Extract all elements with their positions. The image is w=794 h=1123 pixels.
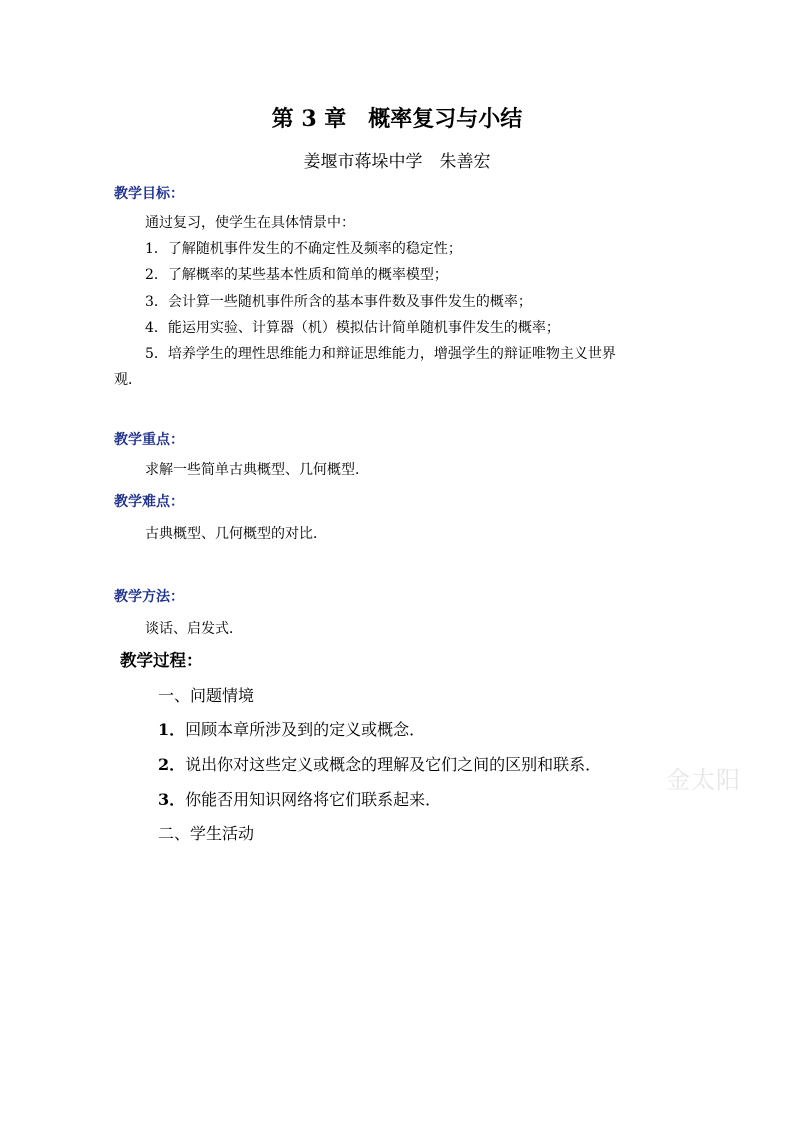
methods-text: 谈话、启发式． [145,621,243,637]
objectives-heading: 教学目标： [114,186,184,202]
objective-item: 1．了解随机事件发生的不确定性及频率的稳定性； [145,241,462,257]
methods-heading: 教学方法： [114,589,184,605]
process-item-text: 你能否用知识网络将它们联系起来． [185,790,442,809]
process-item-number: 2． [158,755,186,774]
process-item-number: 1． [158,720,186,739]
process-section-2: 二、学生活动 [158,824,255,843]
page-title: 第 3 章 概率复习与小结 [271,106,523,132]
objective-item: 5．培养学生的理性思维能力和辩证思维能力，增强学生的辩证唯物主义世界 [145,346,616,362]
process-section-1: 一、问题情境 [158,686,255,705]
objectives-intro: 通过复习，使学生在具体情景中： [145,215,355,231]
difficulties-text: 古典概型、几何概型的对比． [145,526,327,542]
process-item-text: 回顾本章所涉及到的定义或概念． [185,720,426,739]
key-points-text: 求解一些简单古典概型、几何概型． [145,462,369,478]
process-item-text: 说出你对这些定义或概念的理解及它们之间的区别和联系． [185,755,602,774]
objective-item: 2．了解概率的某些基本性质和简单的概率模型； [145,267,448,283]
author-line: 姜堰市蒋垛中学 朱善宏 [303,152,491,172]
process-item [158,754,601,776]
difficulties-heading: 教学难点： [114,494,184,510]
process-item-number: 3． [158,790,186,809]
objective-item-tail: 观． [114,372,142,388]
process-heading: 教学过程： [120,651,203,670]
process-item [158,719,425,741]
objective-item: 4．能运用实验、计算器（机）模拟估计简单随机事件发生的概率； [145,320,560,336]
watermark: 金太阳 [666,766,741,794]
process-item [158,789,441,811]
key-points-heading: 教学重点： [114,432,184,448]
objective-item: 3．会计算一些随机事件所含的基本事件数及事件发生的概率； [145,294,532,310]
